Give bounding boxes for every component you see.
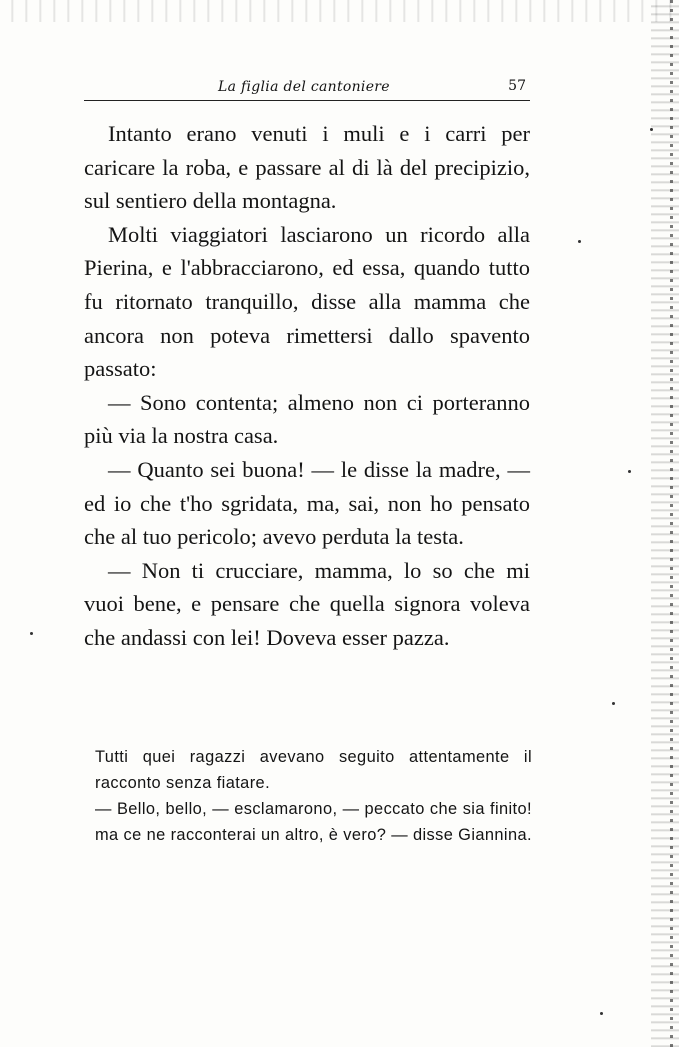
scan-speck: [578, 240, 581, 243]
scan-speck: [600, 1012, 603, 1015]
story-paragraph: Molti viaggiatori lasciarono un ricordo alla Pierina, e l'abbracciarono, ed essa, quando tutto fu ritornato tranquillo, disse alla mamma che ancora non poteva rimettersi dallo spavento passato:: [84, 221, 530, 382]
story-paragraph: — Sono contenta; almeno non ci porteranno più via la nostra casa.: [84, 389, 530, 449]
scan-edge-top: [0, 0, 679, 22]
frame-paragraph: Tutti quei ragazzi avevano seguito attentamente il racconto senza fiatare.: [95, 748, 532, 792]
story-paragraph: Intanto erano venuti i muli e i carri per caricare la roba, e passare al di là del precipizio, sul sentiero della montagna.: [84, 121, 530, 214]
running-title: La figlia del cantoniere: [218, 79, 390, 95]
page-number: 57: [508, 78, 526, 94]
scan-speck: [612, 702, 615, 705]
scan-speck: [650, 128, 653, 131]
scan-edge-right-inner: [670, 0, 673, 1047]
story-paragraph: — Non ti crucciare, mamma, lo so che mi vuoi bene, e pensare che quella signora voleva che andassi con lei! Doveva esser pazza.: [84, 557, 530, 650]
scan-speck: [628, 470, 631, 473]
page-header: [84, 78, 530, 101]
story-paragraph: — Quanto sei buona! — le disse la madre, — ed io che t'ho sgridata, ma, sai, non ho pensato che al tuo pericolo; avevo perduta la testa.: [84, 456, 530, 550]
story-text: [84, 117, 530, 655]
frame-paragraph: — Bello, bello, — esclamarono, — peccato che sia finito! ma ce ne racconterai un altro, è vero? — disse Giannina.: [95, 800, 532, 844]
frame-narrative: [95, 744, 532, 848]
scan-speck: [30, 632, 33, 635]
scan-edge-right: [651, 0, 679, 1047]
